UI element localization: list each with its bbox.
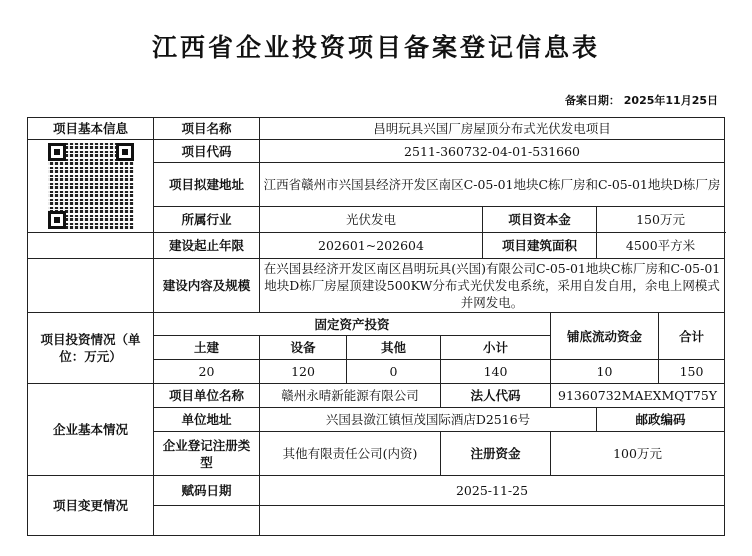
unit-address-value: 兴国县潋江镇恒茂国际酒店D2516号 bbox=[260, 408, 597, 432]
registration-table bbox=[27, 117, 725, 536]
change-heading: 项目变更情况 bbox=[28, 476, 154, 536]
table-row bbox=[28, 476, 725, 506]
floor-area-value: 4500平方米 bbox=[597, 233, 725, 259]
total-value: 150 bbox=[659, 360, 725, 384]
document-title: 江西省企业投资项目备案登记信息表 bbox=[151, 33, 600, 62]
reg-capital-value: 100万元 bbox=[551, 432, 725, 476]
table-row bbox=[28, 118, 725, 140]
fixed-assets-label: 固定资产投资 bbox=[154, 313, 551, 336]
other-label: 其他 bbox=[347, 336, 441, 360]
working-capital-label: 铺底流动资金 bbox=[551, 313, 659, 360]
capital-label: 项目资本金 bbox=[483, 207, 597, 233]
industry-value: 光伏发电 bbox=[260, 207, 483, 233]
civil-label: 土建 bbox=[154, 336, 260, 360]
equipment-label: 设备 bbox=[260, 336, 347, 360]
content-label: 建设内容及规模 bbox=[154, 259, 260, 313]
investment-heading: 项目投资情况（单位：万元） bbox=[28, 313, 154, 384]
qr-code-icon bbox=[45, 140, 137, 232]
code-date-label: 赋码日期 bbox=[154, 476, 260, 506]
total-label: 合计 bbox=[659, 313, 725, 360]
other-value: 0 bbox=[347, 360, 441, 384]
industry-label: 所属行业 bbox=[154, 207, 260, 233]
civil-value: 20 bbox=[154, 360, 260, 384]
location-value: 江西省赣州市兴国县经济开发区南区C-05-01地块C栋厂房和C-05-01地块D栋厂房 bbox=[260, 163, 725, 207]
legal-code-value: 91360732MAEXMQT75Y bbox=[551, 384, 725, 408]
unit-address-label: 单位地址 bbox=[154, 408, 260, 432]
capital-value: 150万元 bbox=[597, 207, 725, 233]
period-value: 202601~202604 bbox=[260, 233, 483, 259]
reg-type-label: 企业登记注册类型 bbox=[154, 432, 260, 476]
basic-info-heading: 项目基本信息 bbox=[28, 118, 154, 140]
project-name-value: 昌明玩具兴国厂房屋顶分布式光伏发电项目 bbox=[260, 118, 725, 140]
qr-code-cell bbox=[28, 140, 154, 233]
subtotal-label: 小计 bbox=[441, 336, 551, 360]
location-label: 项目拟建地址 bbox=[154, 163, 260, 207]
code-date-value: 2025-11-25 bbox=[260, 476, 725, 506]
period-label: 建设起止年限 bbox=[154, 233, 260, 259]
legal-code-label: 法人代码 bbox=[441, 384, 551, 408]
table-row bbox=[28, 140, 725, 163]
unit-name-value: 赣州永晴新能源有限公司 bbox=[260, 384, 441, 408]
table-row bbox=[28, 313, 725, 336]
table-row bbox=[28, 259, 725, 313]
postal-code-label: 邮政编码 bbox=[597, 408, 725, 432]
working-capital-value: 10 bbox=[551, 360, 659, 384]
floor-area-label: 项目建筑面积 bbox=[483, 233, 597, 259]
content-value: 在兴国县经济开发区南区昌明玩具(兴国)有限公司C-05-01地块C栋厂房和C-05-01地块D栋厂房屋顶建设500KW分布式光伏发电系统，采用自发自用，余电上网模式并网发电。 bbox=[260, 259, 725, 313]
project-code-label: 项目代码 bbox=[154, 140, 260, 163]
equipment-value: 120 bbox=[260, 360, 347, 384]
table-row bbox=[28, 233, 725, 259]
table-row bbox=[28, 384, 725, 408]
filing-date: 备案日期： 2025年11月25日 bbox=[564, 94, 718, 107]
reg-capital-label: 注册资金 bbox=[441, 432, 551, 476]
reg-type-value: 其他有限责任公司(内资) bbox=[260, 432, 441, 476]
subtotal-value: 140 bbox=[441, 360, 551, 384]
project-code-value: 2511-360732-04-01-531660 bbox=[260, 140, 725, 163]
project-name-label: 项目名称 bbox=[154, 118, 260, 140]
enterprise-heading: 企业基本情况 bbox=[28, 384, 154, 476]
unit-name-label: 项目单位名称 bbox=[154, 384, 260, 408]
